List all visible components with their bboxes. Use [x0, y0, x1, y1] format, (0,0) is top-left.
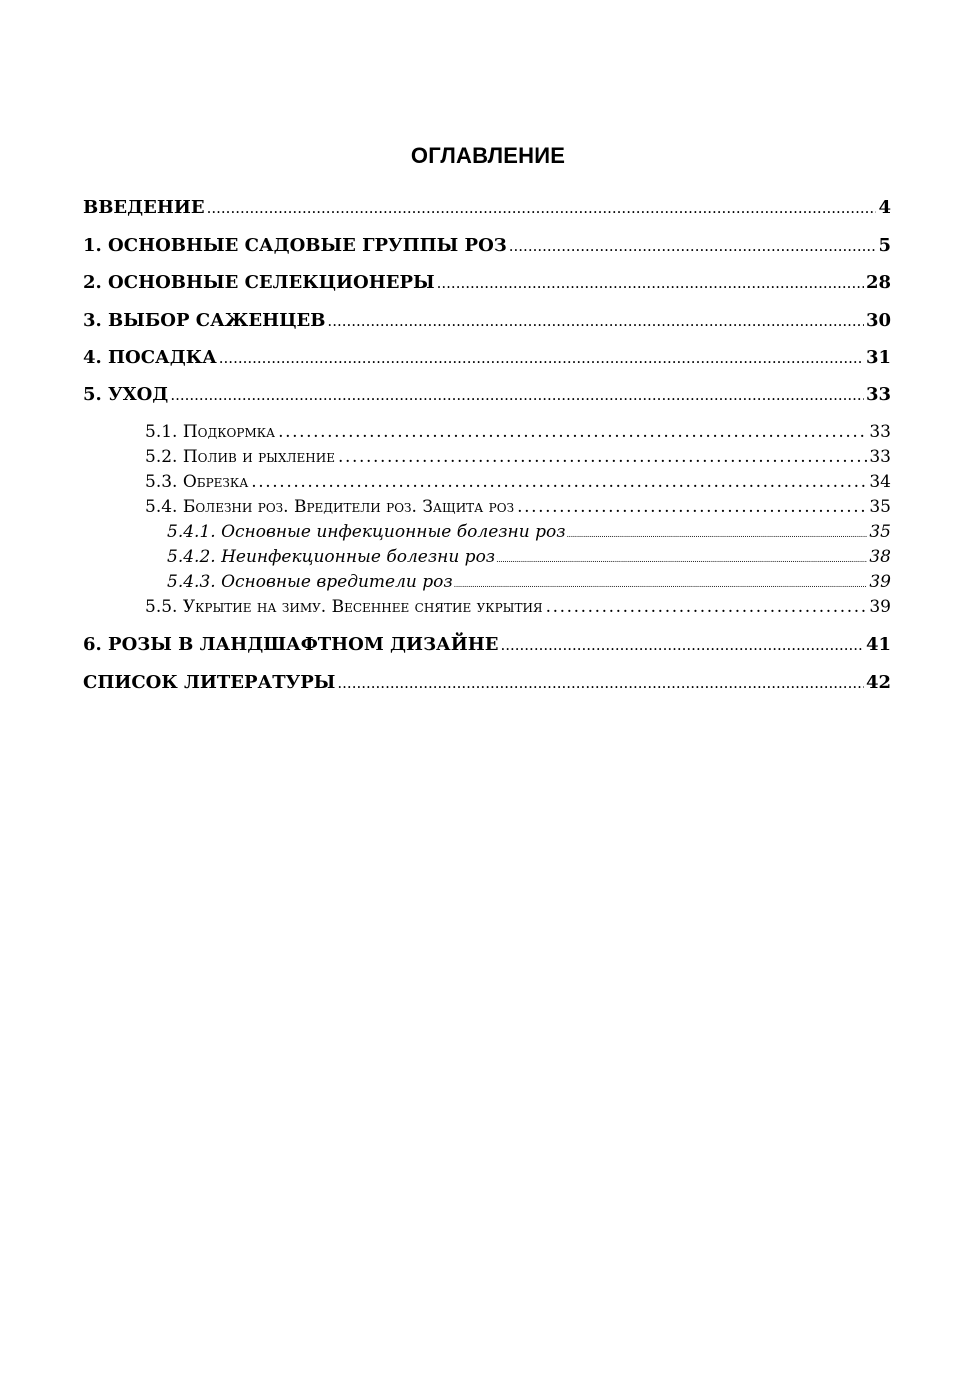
toc-entry-title: 5.5. Укрытие на зиму. Весеннее снятие укрытия: [145, 597, 543, 617]
dot-leader: [496, 556, 867, 564]
toc-entry-page: 39: [869, 597, 891, 617]
toc-heading: ОГЛАВЛЕНИЕ: [410, 143, 566, 168]
toc-entry-page: 41: [865, 634, 891, 655]
toc-entry-title: 5.2. Полив и рыхление: [145, 447, 335, 467]
toc-entry-page: 33: [869, 447, 891, 467]
toc-entry-title: 1. ОСНОВНЫЕ САДОВЫЕ ГРУППЫ РОЗ: [83, 235, 507, 256]
toc-entry-title: СПИСОК ЛИТЕРАТУРЫ: [83, 672, 336, 693]
toc-entry-title: 5.4.2. Неинфекционные болезни роз: [167, 547, 496, 567]
toc-entry-page: 30: [865, 310, 891, 331]
toc-entry-section-5-3[interactable]: [145, 474, 891, 491]
toc-entry-chapter-3[interactable]: [83, 312, 891, 330]
toc-entry-page: 5: [878, 235, 891, 256]
toc-entry-title: 5.4.3. Основные вредители роз: [167, 572, 453, 592]
toc-entry-introduction[interactable]: [83, 199, 891, 217]
toc-entry-chapter-2[interactable]: [83, 274, 891, 292]
toc-entry-page: 33: [869, 422, 891, 442]
toc-entry-title: 6. РОЗЫ В ЛАНДШАФТНОМ ДИЗАЙНЕ: [83, 634, 499, 655]
toc-entry-section-5-2[interactable]: [145, 449, 891, 466]
toc-entry-chapter-5[interactable]: [83, 386, 891, 404]
toc-entry-title: 4. ПОСАДКА: [83, 347, 217, 368]
toc-entry-title: 5.4.1. Основные инфекционные болезни роз: [167, 522, 566, 542]
toc-entry-subsection-5-4-2[interactable]: [167, 549, 891, 566]
toc-entry-page: 28: [865, 272, 891, 293]
toc-entry-title: 2. ОСНОВНЫЕ СЕЛЕКЦИОНЕРЫ: [83, 272, 435, 293]
toc-entry-page: 39: [869, 572, 891, 592]
dot-leader: [454, 581, 868, 589]
toc-entry-page: 42: [865, 672, 891, 693]
toc-entry-title: 5.4. Болезни роз. Вредители роз. Защита роз: [145, 497, 515, 517]
dot-leader: [500, 638, 863, 653]
dot-leader: [517, 499, 867, 516]
toc-entry-page: 35: [869, 522, 891, 542]
dot-leader: [170, 388, 864, 403]
toc-entry-page: 31: [865, 347, 891, 368]
dot-leader: [251, 474, 867, 491]
dot-leader: [566, 531, 867, 539]
toc-entry-chapter-4[interactable]: [83, 349, 891, 367]
toc-entry-subsection-5-4-3[interactable]: [167, 574, 891, 591]
toc-entry-page: 34: [869, 472, 891, 492]
dot-leader: [337, 676, 864, 691]
toc-entry-section-5-4[interactable]: [145, 499, 891, 516]
toc-entry-section-5-1[interactable]: [145, 424, 891, 441]
toc-entry-page: 33: [865, 384, 891, 405]
dot-leader: [327, 314, 864, 329]
toc-entry-section-5-5[interactable]: [145, 599, 891, 616]
toc-entry-title: ВВЕДЕНИЕ: [83, 197, 205, 218]
dot-leader: [509, 239, 877, 254]
dot-leader: [219, 351, 864, 366]
toc-entry-title: 5. УХОД: [83, 384, 169, 405]
toc-entry-page: 4: [878, 197, 891, 218]
toc-entry-page: 38: [869, 547, 891, 567]
toc-entry-subsection-5-4-1[interactable]: [167, 524, 891, 541]
dot-leader: [207, 201, 877, 216]
toc-entry-page: 35: [869, 497, 891, 517]
dot-leader: [546, 599, 868, 616]
toc-entry-title: 5.3. Обрезка: [145, 472, 249, 492]
toc-entry-bibliography[interactable]: [83, 674, 891, 692]
dot-leader: [437, 276, 864, 291]
toc-entry-title: 3. ВЫБОР САЖЕНЦЕВ: [83, 310, 326, 331]
dot-leader: [338, 449, 867, 466]
toc-entry-chapter-6[interactable]: [83, 636, 891, 654]
toc-entry-chapter-1[interactable]: [83, 237, 891, 255]
toc-entry-title: 5.1. Подкормка: [145, 422, 276, 442]
dot-leader: [278, 424, 867, 441]
